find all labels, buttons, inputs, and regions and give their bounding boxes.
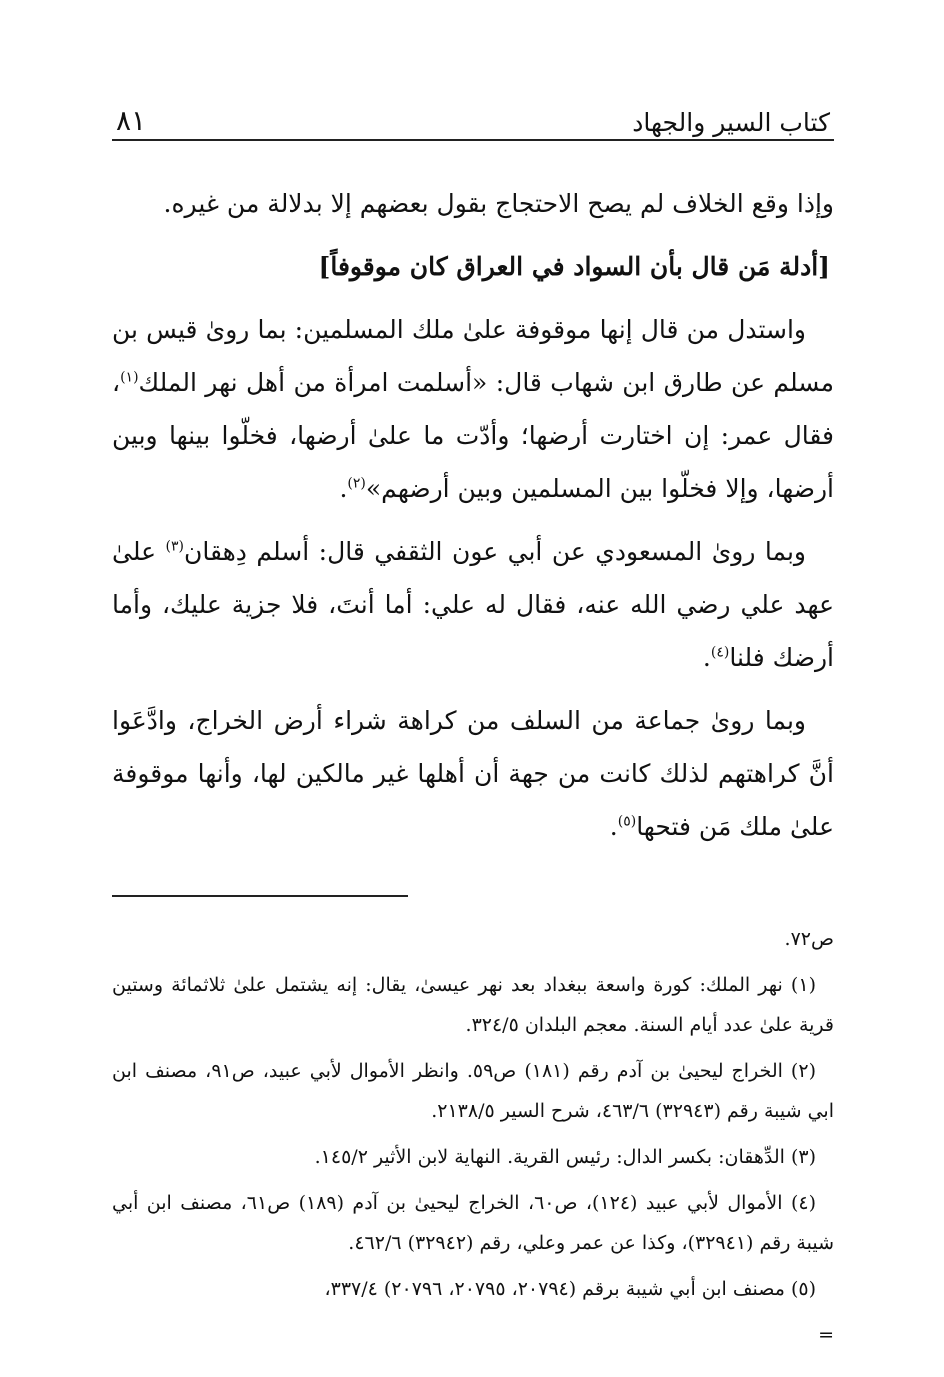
footnote-2: (٢) الخراج ليحيىٰ بن آدم رقم (١٨١) ص٥٩. وانظر الأموال لأبي عبيد، ص٩١، مصنف ابن ابي شيبة رقم (٣٢٩٤٣) ٤٦٣/٦، شرح السير ٢١٣٨/٥. <box>112 1060 834 1122</box>
page-number: ٨١ <box>116 104 147 137</box>
paragraph-3-text-c: . <box>702 643 711 672</box>
footnote-ref-3[interactable]: (٣) <box>165 538 184 555</box>
paragraph-3-text-a: وبما رویٰ المسعودي عن أبي عون الثقفي قال: أسلم دِهقان <box>183 537 806 566</box>
paragraph-4-text-c: . <box>609 812 618 841</box>
continuation-mark: = <box>818 1324 834 1346</box>
footnotes <box>112 919 834 1355</box>
paragraph-2 <box>112 303 834 515</box>
main-text <box>112 177 834 853</box>
paragraph-2-text-b: ، فقال عمر: إن اختارت أرضها؛ وأدّت ما علىٰ أرضها، فخلّوا بينها وبين أرضها، وإلا فخلّوا بين المسلمين وبين أرضهم» <box>112 368 834 503</box>
footnote-5: (٥) مصنف ابن أبي شيبة برقم (٢٠٧٩٤، ٢٠٧٩٥، ٢٠٧٩٦) ٣٣٧/٤، <box>324 1278 816 1300</box>
footnote-3: (٣) الدِّهقان: بكسر الدال: رئيس القرية. النهاية لابن الأثير ١٤٥/٢. <box>314 1146 816 1168</box>
footnote-ref-2[interactable]: (٢) <box>347 475 366 492</box>
footnote-ref-4[interactable]: (٤) <box>710 644 730 661</box>
footnote-continuation: ص٧٢. <box>784 928 834 950</box>
paragraph-1: وإذا وقع الخلاف لم يصح الاحتجاج بقول بعضهم إلا بدلالة من غيره. <box>163 189 834 218</box>
paragraph-4 <box>112 694 834 853</box>
footnote-ref-5[interactable]: (٥) <box>617 813 637 830</box>
section-heading: [أدلة مَن قال بأن السواد في العراق كان موقوفاً] <box>318 252 830 281</box>
book-page <box>112 95 834 1361</box>
paragraph-3 <box>112 525 834 684</box>
chapter-title: كتاب السير والجهاد <box>632 108 830 137</box>
paragraph-4-text-a: وبما رویٰ جماعة من السلف من كراهة شراء أرض الخراج، وادَّعَوا أنَّ كراهتهم لذلك كانت من جهة أن أهلها غير مالكين لها، وأنها موقوفة علىٰ ملك مَن فتحها <box>112 706 834 841</box>
paragraph-3-text-b: علىٰ عهد علي رضي الله عنه، فقال له علي: أما أنتَ، فلا جزية عليك، وأما أرضك فلنا <box>112 537 834 672</box>
footnote-4: (٤) الأموال لأبي عبيد (١٢٤)، ص٦٠، الخراج ليحيىٰ بن آدم (١٨٩) ص٦١، مصنف ابن أبي شيبة رقم (٣٢٩٤١)، وكذا عن عمر وعلي، رقم (٣٢٩٤٢) ٤٦٢/٦. <box>112 1192 834 1254</box>
paragraph-2-text-c: . <box>339 474 348 503</box>
paragraph-2-text-a: واستدل من قال إنها موقوفة علىٰ ملك المسلمين: بما رویٰ قيس بن مسلم عن طارق ابن شهاب قال: «أسلمت امرأة من أهل نهر الملك <box>112 315 834 397</box>
footnote-1: (١) نهر الملك: كورة واسعة ببغداد بعد نهر عيسىٰ، يقال: إنه يشتمل علىٰ ثلاثمائة وستين قرية علىٰ عدد أيام السنة. معجم البلدان ٣٢٤/٥. <box>112 974 834 1036</box>
footnote-ref-1[interactable]: (١) <box>120 369 139 386</box>
running-header <box>112 95 834 141</box>
footnote-divider <box>112 895 408 897</box>
